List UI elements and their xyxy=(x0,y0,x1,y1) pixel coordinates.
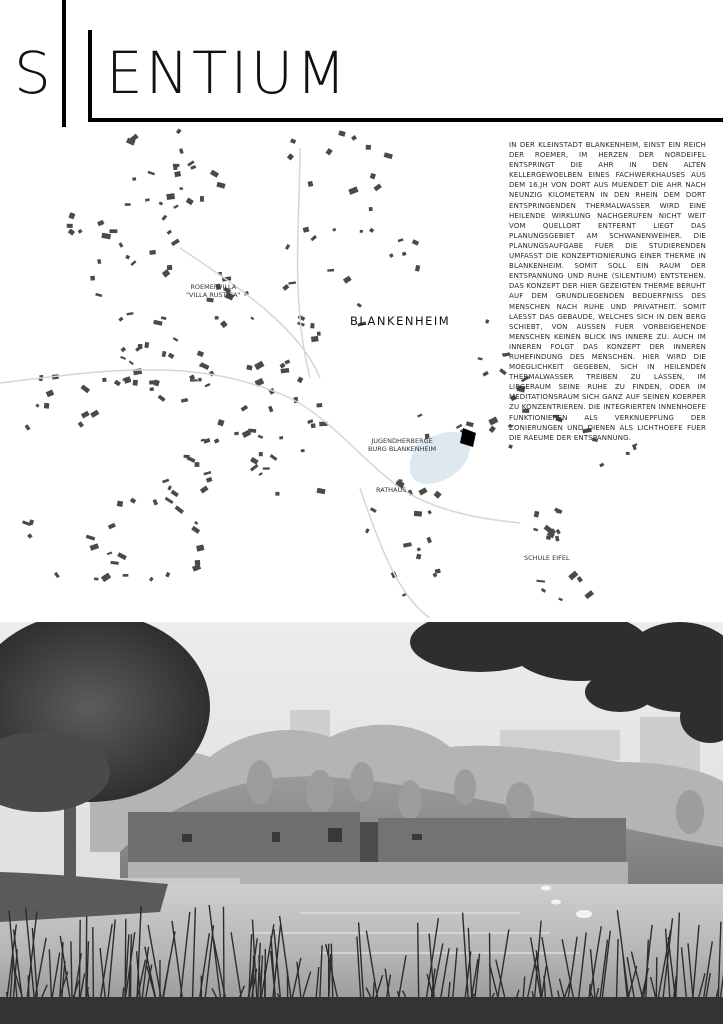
building-footprint xyxy=(370,173,376,180)
building-footprint xyxy=(307,419,313,424)
building-footprint xyxy=(175,505,184,514)
building-footprint xyxy=(301,449,305,452)
building-footprint xyxy=(418,487,427,495)
building-footprint xyxy=(167,230,172,235)
building-footprint xyxy=(171,239,180,247)
building-footprint xyxy=(297,377,303,384)
building-footprint xyxy=(133,380,139,386)
building-footprint xyxy=(303,227,310,233)
building-footprint xyxy=(555,536,560,542)
building-footprint xyxy=(35,404,39,408)
building-footprint xyxy=(174,171,181,177)
building-footprint xyxy=(489,426,496,433)
building-footprint xyxy=(477,357,482,360)
building-footprint xyxy=(332,228,336,231)
building-footprint xyxy=(311,336,319,342)
building-footprint xyxy=(179,148,184,154)
building-footprint xyxy=(398,238,404,242)
building-footprint xyxy=(250,457,259,465)
building-footprint xyxy=(310,323,315,329)
building-footprint xyxy=(130,498,136,504)
building-footprint xyxy=(80,385,90,394)
building-footprint xyxy=(130,260,136,266)
building-footprint xyxy=(109,229,117,233)
map-label-school: SCHULE EIFEL xyxy=(524,554,570,562)
building-footprint xyxy=(203,438,210,444)
building-footprint xyxy=(214,438,220,443)
building-footprint xyxy=(456,424,462,429)
building-footprint xyxy=(108,523,116,530)
bath-building-left xyxy=(128,812,360,864)
building-footprint xyxy=(125,203,131,206)
building-footprint xyxy=(166,193,175,200)
building-footprint xyxy=(186,198,194,206)
bath-entrance xyxy=(360,822,378,864)
building-footprint xyxy=(162,269,171,277)
title-underline xyxy=(88,118,723,122)
building-footprint xyxy=(162,351,167,357)
building-footprint xyxy=(435,569,441,574)
building-footprint xyxy=(466,421,474,427)
building-footprint xyxy=(298,315,306,321)
title-bar-mid xyxy=(88,30,92,122)
building-footprint xyxy=(44,403,50,409)
map-label-hostel-line2: BURG BLANKENHEIM xyxy=(368,445,437,453)
building-footprint xyxy=(417,547,421,551)
building-footprint xyxy=(129,361,134,366)
building-footprint xyxy=(167,265,172,270)
architectural-rendering xyxy=(0,622,723,1024)
building-footprint xyxy=(119,242,124,247)
building-footprint xyxy=(343,276,352,284)
building-footprint xyxy=(287,153,294,160)
building-footprint xyxy=(558,598,563,602)
building-footprint xyxy=(288,281,296,284)
building-footprint xyxy=(485,319,489,324)
building-footprint xyxy=(216,182,225,189)
building-footprint xyxy=(153,499,158,505)
building-footprint xyxy=(241,405,249,412)
building-footprint xyxy=(254,361,264,370)
building-footprint xyxy=(499,368,507,375)
building-footprint xyxy=(176,128,182,134)
building-footprint xyxy=(258,435,264,439)
building-footprint xyxy=(173,205,179,209)
building-footprint xyxy=(68,229,75,236)
building-footprint xyxy=(275,492,279,496)
map-label-hostel xyxy=(368,437,436,453)
building-footprint xyxy=(389,253,394,258)
building-footprint xyxy=(360,230,363,233)
building-footprint xyxy=(78,229,83,234)
map-label-blankenheim: BLANKENHEIM xyxy=(350,314,451,328)
building-footprint xyxy=(145,198,150,202)
bath-building-right xyxy=(378,818,626,864)
building-footprint xyxy=(123,376,131,384)
building-footprint xyxy=(426,537,432,544)
building-footprint xyxy=(97,220,104,226)
map-label-villa xyxy=(186,283,241,299)
building-footprint xyxy=(197,350,204,357)
building-footprint xyxy=(384,152,393,159)
building-footprint xyxy=(148,171,155,176)
building-footprint xyxy=(584,590,594,599)
building-footprint xyxy=(117,501,123,507)
building-footprint xyxy=(78,421,84,427)
building-footprint xyxy=(161,215,167,221)
building-footprint xyxy=(482,371,488,377)
building-footprint xyxy=(310,235,317,241)
building-footprint xyxy=(284,359,290,364)
building-footprint xyxy=(203,471,211,475)
building-footprint xyxy=(415,265,420,272)
building-footprint xyxy=(210,170,219,178)
building-footprint xyxy=(194,521,198,525)
building-footprint xyxy=(90,543,99,550)
building-footprint xyxy=(114,380,121,387)
building-footprint xyxy=(179,187,183,190)
building-footprint xyxy=(215,316,219,320)
building-footprint xyxy=(327,269,334,272)
building-footprint xyxy=(194,462,199,467)
building-footprint xyxy=(95,293,102,297)
building-footprint xyxy=(161,316,167,320)
building-footprint xyxy=(263,467,270,469)
map-label-villa-line2: "VILLA RUSTICA" xyxy=(186,291,241,299)
building-footprint xyxy=(308,181,314,187)
building-footprint xyxy=(149,380,157,385)
building-footprint xyxy=(417,414,422,418)
map-label-hostel-line1: JUGENDHERBERGE xyxy=(371,437,433,445)
building-footprint xyxy=(338,130,345,136)
building-footprint xyxy=(428,510,432,514)
building-footprint xyxy=(158,395,166,402)
building-footprint xyxy=(25,424,31,430)
building-footprint xyxy=(67,224,73,228)
building-footprint xyxy=(144,342,149,348)
building-footprint xyxy=(127,312,134,315)
building-footprint xyxy=(199,364,203,367)
building-footprint xyxy=(348,186,358,194)
building-footprint xyxy=(282,284,289,291)
building-footprint xyxy=(250,316,254,320)
building-footprint xyxy=(626,452,630,455)
building-footprint xyxy=(200,486,209,494)
building-footprint xyxy=(181,398,188,403)
building-footprint xyxy=(200,196,204,202)
building-footprint xyxy=(206,477,213,483)
map-label-rathaus: RATHAUS xyxy=(376,486,407,494)
building-footprint xyxy=(159,202,163,206)
building-footprint xyxy=(54,572,60,578)
building-footprint xyxy=(191,526,200,534)
building-footprint xyxy=(508,444,513,448)
building-footprint xyxy=(357,303,362,308)
building-footprint xyxy=(369,228,374,233)
building-footprint xyxy=(403,542,412,547)
building-footprint xyxy=(488,417,498,426)
building-footprint xyxy=(398,479,403,485)
building-footprint xyxy=(190,379,198,381)
building-footprint xyxy=(171,490,179,498)
building-footprint xyxy=(190,165,196,170)
building-footprint xyxy=(366,145,371,150)
building-footprint xyxy=(187,160,194,166)
building-footprint xyxy=(369,207,373,211)
building-footprint xyxy=(280,363,286,369)
building-footprint xyxy=(534,511,540,518)
building-footprint xyxy=(246,365,252,371)
building-footprint xyxy=(316,403,322,407)
building-footprint xyxy=(173,337,179,342)
building-footprint xyxy=(217,419,224,426)
building-footprint xyxy=(198,378,201,382)
building-footprint xyxy=(196,544,204,551)
building-footprint xyxy=(351,135,357,141)
building-footprint xyxy=(258,472,262,476)
building-footprint xyxy=(370,507,377,513)
title-rest: ENTIUM xyxy=(106,39,350,107)
building-footprint xyxy=(165,497,174,504)
building-footprint xyxy=(149,250,156,255)
building-footprint xyxy=(374,184,382,192)
building-footprint xyxy=(121,347,127,352)
building-footprint xyxy=(536,580,545,583)
building-footprint xyxy=(90,410,99,418)
building-footprint xyxy=(162,479,169,484)
building-footprint xyxy=(290,138,296,144)
building-footprint xyxy=(577,576,583,582)
building-footprint xyxy=(125,255,130,260)
building-footprint xyxy=(365,528,370,533)
building-footprint xyxy=(81,411,90,419)
building-footprint xyxy=(412,239,419,245)
building-footprint xyxy=(102,378,107,382)
building-footprint xyxy=(68,212,75,219)
building-footprint xyxy=(90,276,95,281)
building-footprint xyxy=(101,233,111,240)
building-footprint xyxy=(533,528,538,532)
building-footprint xyxy=(270,454,278,461)
building-footprint xyxy=(599,463,604,468)
building-footprint xyxy=(94,577,99,580)
project-description: IN DER KLEINSTADT BLANKENHEIM, EINST EIN REICH DER ROEMER, IM HERZEN DER NORDEIFEL ENTSPRINGT DIE AHR IN DEN ALTEN KELLERGEWOELBEN EINES FACHWERKHAUSES AUS DEM 16.JH VON DORT AUS MUENDET DIE AHR NACH NEUNZIG KILOMETERN IN DEN RHEIN DEM DORT ENTSPRINGENDEN THERMALWASSER WIRD EINE HEILENDE WIRKLUNG NACHGERUFEN NICHT WEIT VOM QUELLORT ENTFERNT LIEGT DAS PLANUNGSGEBIET AM SCHWANENWEIHER. DIE PLANUNGSAUFGABE FUER DIE STUDIERENDEN UMFASST DIE KONZEPTIONIERUNG EINER THERME IN BLANKENHEIM. SOMIT SOLL EIN RAUM DER ENTSPANNUNG UND RUHE (SILENTIUM) ENTSTEHEN. DAS KONZEPT DER HIER GEZEIGTEN THERME BERUHT AUF DEM GRUNDLIEGENDEN BEDUERFNISS DES MENSCHEN NACH RUHE UND PRIVATHEIT. SOMIT LAESST DAS GEBAUDE, WELCHES SICH IN DEN BERG SCHIEBT, VON AUSSEN FUER VORBEIGEHENDE MENSCHEN KEINEN BLICK INS INNERE ZU. AUCH IM INNEREN FOLGT DAS KONZEPT DER INNEREN RUHEFINDUNG DES MENSCHEN. HIER WIRD DIE MOEGLICHKEIT GEGEBEN, SICH IN HEILENDEN THERMALWASSER TREIBEN ZU LASSEN, IM LIEGERAUM SEINE RUHE ZU FINDEN, ODER IM MEDITATIONSRAUM SICH GANZ AUF SEINEN KOERPER ZU KONZENTRIEREN. DIE INTEGRIERTEN INNENHOEFE FUNKTIONIEREN ALS VERKNUEPFUNG DER ZONIERUNGEN UND DIENEN ALS LICHTHOEFE FUER DIE RAEUME DER ENTSPANNUNG. xyxy=(509,141,706,442)
building-footprint xyxy=(107,552,113,556)
title-bar-left xyxy=(62,0,66,127)
building-footprint xyxy=(149,577,154,582)
building-footprint xyxy=(248,429,256,433)
building-footprint xyxy=(173,164,180,167)
building-footprint xyxy=(97,259,101,264)
building-footprint xyxy=(173,167,177,170)
building-footprint xyxy=(317,332,321,336)
building-footprint xyxy=(138,344,142,349)
building-footprint xyxy=(268,406,273,413)
building-footprint xyxy=(184,455,190,458)
building-footprint xyxy=(168,353,175,359)
building-footprint xyxy=(434,491,442,499)
building-footprint xyxy=(259,452,263,456)
building-footprint xyxy=(27,533,33,539)
building-footprint xyxy=(165,572,170,578)
building-footprint xyxy=(117,552,127,560)
building-footprint xyxy=(541,588,546,593)
building-footprint xyxy=(153,320,162,326)
building-footprint xyxy=(279,436,283,439)
building-footprint xyxy=(132,177,136,181)
building-footprint xyxy=(234,432,239,436)
reed-base xyxy=(0,997,723,1024)
building-footprint xyxy=(402,252,407,257)
building-footprint xyxy=(123,574,129,577)
building-footprint xyxy=(285,244,290,250)
building-footprint xyxy=(281,368,290,373)
building-footprint xyxy=(220,320,228,328)
building-footprint xyxy=(167,485,171,490)
title-first-letter: S xyxy=(14,39,54,107)
building-footprint xyxy=(556,529,561,535)
map-label-villa-line1: ROEMERVILLA xyxy=(190,283,237,291)
building-footprint xyxy=(414,511,422,517)
building-footprint xyxy=(101,573,111,582)
building-footprint xyxy=(110,561,118,565)
building-footprint xyxy=(46,390,55,398)
building-footprint xyxy=(150,387,154,391)
building-footprint xyxy=(205,383,211,387)
building-footprint xyxy=(311,423,316,428)
building-footprint xyxy=(317,488,326,494)
building-footprint xyxy=(325,148,332,155)
building-footprint xyxy=(416,554,421,560)
building-footprint xyxy=(120,356,126,360)
building-footprint xyxy=(86,535,96,541)
building-footprint xyxy=(250,464,259,472)
building-footprint xyxy=(568,571,578,581)
building-footprint xyxy=(118,317,123,322)
